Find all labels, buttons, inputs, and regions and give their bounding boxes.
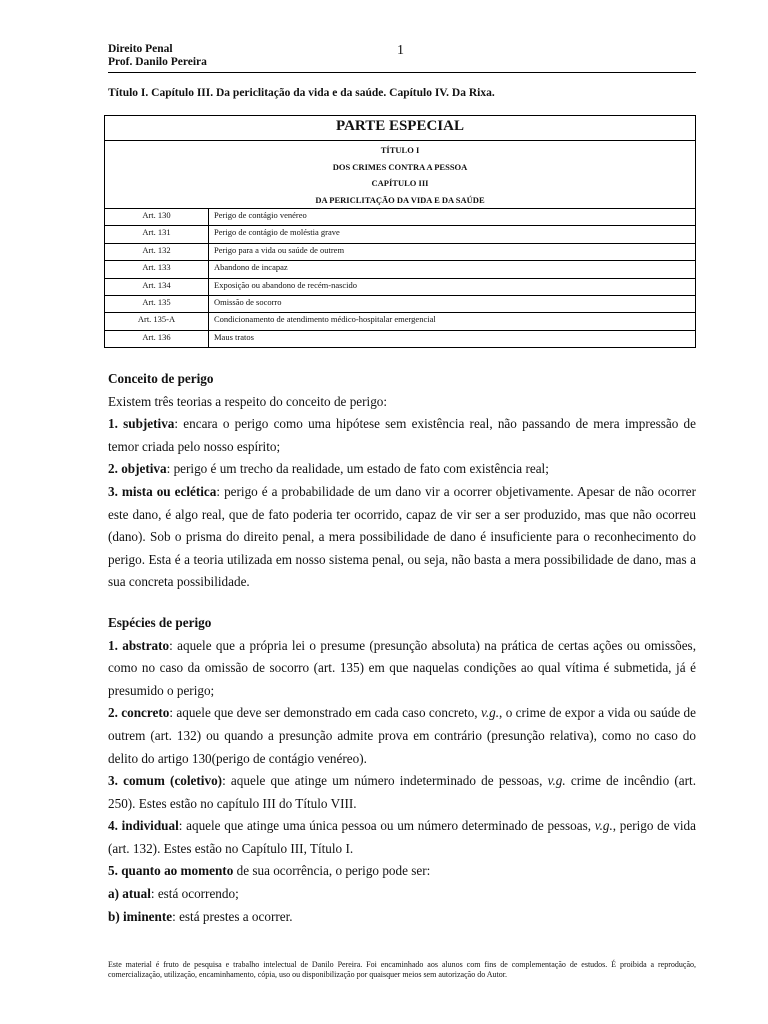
article-number: Art. 135 [105,296,209,312]
species-text: , perigo de vida (art. 132). Estes estão no Capítulo III, Título I. [108,818,696,856]
species-abstrato [108,635,696,703]
table-row [105,225,695,242]
article-description: Perigo de contágio venéreo [214,210,307,220]
species-term: 5. quanto ao momento [108,863,234,879]
species-term: 4. individual [108,818,179,834]
theory-term: 2. objetiva [108,461,167,477]
table-line-titulo: TÍTULO I [380,145,420,155]
species-individual [108,815,696,860]
species-text: : aquele que deve ser demonstrado em cada caso concreto, [169,705,481,721]
table-row [105,312,695,329]
professor-name: Prof. Danilo Pereira [108,56,207,68]
table-heading: PARTE ESPECIAL [105,116,695,141]
species-vg: v.g. [594,818,613,834]
page-number: 1 [397,43,404,58]
species-text: : está ocorrendo; [150,886,239,902]
table-row [105,295,695,312]
table-line-crimes: DOS CRIMES CONTRA A PESSOA [332,161,468,172]
species-vg: v.g. [480,705,500,721]
article-number: Art. 131 [105,226,209,242]
conceito-intro: Existem três teorias a respeito do conceito de perigo: [108,393,388,409]
table-row [105,330,695,347]
theory-mista [108,481,696,594]
theory-term: 3. mista ou eclética [108,483,217,499]
species-text: : aquele que atinge um número indeterminado de pessoas, [222,773,548,789]
section-gap [108,594,696,612]
article-number: Art. 132 [105,244,209,260]
page-header [108,43,207,69]
table-row [105,208,695,225]
document-body [108,368,696,928]
species-comum [108,770,696,815]
theory-objetiva [108,458,696,481]
table-row [105,278,695,295]
table-line-capitulo: CAPÍTULO III [371,178,429,188]
article-number: Art. 135-A [105,313,209,329]
theory-text: : perigo é um trecho da realidade, um estado de fato com existência real; [166,461,549,477]
article-description: Condicionamento de atendimento médico-hospitalar emergencial [214,314,436,325]
species-iminente [108,906,696,929]
species-atual [108,883,696,906]
article-description: Abandono de incapaz [214,262,288,273]
section-title-especies: Espécies de perigo [108,614,212,630]
article-number: Art. 136 [105,331,209,347]
document-subtitle: Título I. Capítulo III. Da periclitação da vida e da saúde. Capítulo IV. Da Rixa. [108,87,495,99]
article-description: Omissão de socorro [214,296,282,307]
species-text: : aquele que a própria lei o presume (presunção absoluta) na prática de certas ações ou omissões, como no caso da omissão de socorro (art. 135) em que naquelas condições ao qual vítima é submetida, já é presumido o perigo; [108,637,696,698]
table-row [105,260,695,277]
article-number: Art. 130 [105,209,209,225]
species-text: de sua ocorrência, o perigo pode ser: [233,863,431,879]
article-description: Perigo de contágio de moléstia grave [214,227,340,238]
article-number: Art. 133 [105,261,209,277]
species-momento [108,860,696,883]
species-term: a) atual [108,886,151,902]
theory-text: : perigo é a probabilidade de um dano vir a ocorrer objetivamente. Apesar de não ocorrer este dano, é algo real, que de fato poderia ter ocorrido, capaz de vir ser a ser produzido, mas que não ocorreu (dano). Sob o prisma do direito penal, a mera possibilidade de dano é insuficiente para o reconhecimento do perigo. Esta é a teoria utilizada em nosso sistema penal, ou seja, não basta a mera possibilidade de dano, mas a sua concreta possibilidade. [108,483,696,590]
article-description: Exposição ou abandono de recém-nascido [214,279,358,290]
species-concreto [108,702,696,770]
species-text: crime de incêndio (art. 250). Estes estão no capítulo III do Título VIII. [108,773,696,811]
species-text: : aquele que atinge uma única pessoa ou um número determinado de pessoas, [178,818,595,834]
article-description: Perigo para a vida ou saúde de outrem [214,244,345,255]
section-title-conceito: Conceito de perigo [108,371,214,386]
article-description: Maus tratos [214,331,254,342]
table-line-periclitacao: DA PERICLITAÇÃO DA VIDA E DA SAÚDE [315,194,485,205]
species-vg: v.g. [547,773,566,789]
species-term: 3. comum (coletivo) [108,773,223,789]
species-text: : está prestes a ocorrer. [172,908,293,924]
species-term: b) iminente [108,908,173,924]
theory-text: : encara o perigo como uma hipótese sem existência real, não passando de mera impressão de temor criada pelo nosso espírito; [108,416,696,454]
copyright-footer: Este material é fruto de pesquisa e trabalho intelectual de Danilo Pereira. Foi encaminhado aos alunos com fins de complementação de estudos. É proibida a reprodução, comercialização, utilização, encaminhamento, cópia, uso ou disponibilização por quaisquer meios sem autorização do Autor. [108,960,696,979]
header-divider [108,72,696,73]
species-text: , o crime de expor a vida ou saúde de outrem (art. 132) ou quando a presunção admite prova em contrário (presunção relativa), como no caso do delito do artigo 130(perigo de contágio venéreo). [108,705,696,766]
species-term: 1. abstrato [108,637,170,653]
article-number: Art. 134 [105,279,209,295]
theory-subjetiva [108,413,696,458]
table-subheading [105,141,695,208]
theory-term: 1. subjetiva [108,416,175,432]
course-name: Direito Penal [108,43,173,55]
species-term: 2. concreto [108,705,170,721]
articles-table [104,115,696,348]
table-row [105,243,695,260]
